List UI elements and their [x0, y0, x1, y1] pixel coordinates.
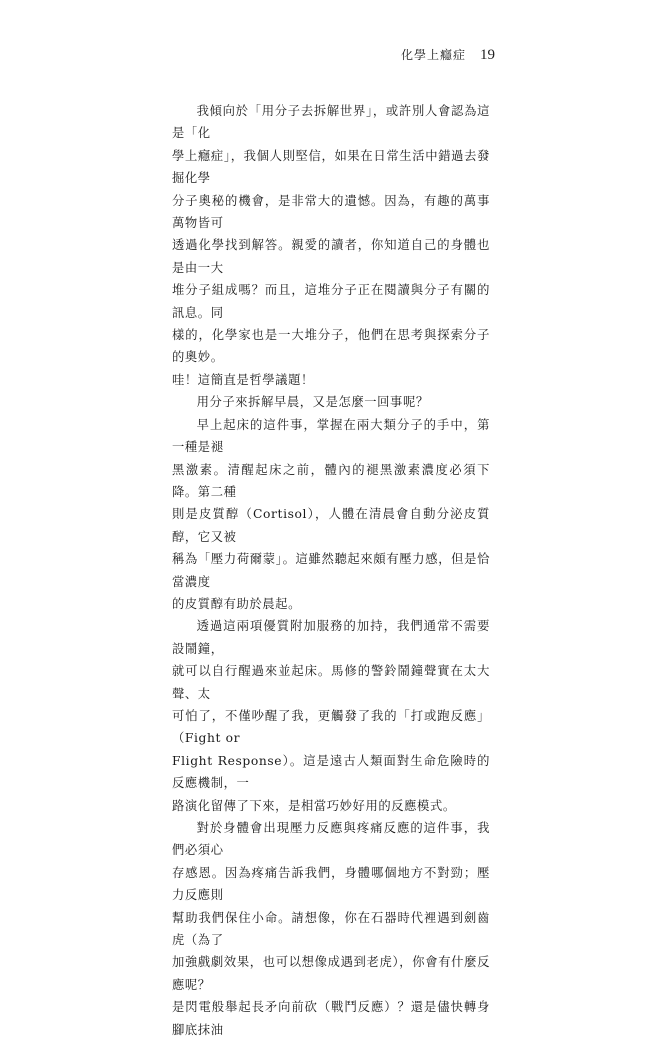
- body-text: [172, 100, 490, 1041]
- running-header: [401, 46, 495, 64]
- running-title: 化學上癮症: [400, 48, 466, 62]
- paragraph: 早上起床的這件事，掌握在兩大類分子的手中，第一種是褪 黑激素。清醒起床之前，體內的褪黑激素濃度必須下降。第二種 則是皮質醇（Cortisol），人體在清晨會自動分泌皮質醇，它又被 稱為「壓力荷爾蒙」。這雖然聽起來頗有壓力感，但是恰當濃度 的皮質醇有助於晨起。: [172, 417, 490, 611]
- paragraph: 透過這兩項優質附加服務的加持，我們通常不需要設鬧鐘， 就可以自行醒過來並起床。馬修的警鈴鬧鐘聲實在太大聲、太 可怕了，不僅吵醒了我，更觸發了我的「打或跑反應」（Fight or Flight Response）。這是遠古人類面對生命危險時的反應機制，一 路演化留傳了下來，是相當巧妙好用的反應模式。: [172, 619, 490, 813]
- paragraph: 我傾向於「用分子去拆解世界」，或許別人會認為這是「化 學上癮症」，我個人則堅信，如果在日常生活中錯過去發掘化學 分子奧秘的機會，是非常大的遺憾。因為，有趣的萬事萬物皆可 透過化學找到解答。親愛的讀者，你知道自己的身體也是由一大 堆分子組成嗎？而且，這堆分子正在閱讀與分子有關的訊息。同 樣的，化學家也是一大堆分子，他們在思考與探索分子的奧妙。 哇！這簡直是哲學議題！: [172, 104, 490, 387]
- page-number: 19: [480, 47, 495, 63]
- paragraph: 用分子來拆解早晨，又是怎麼一回事呢？: [196, 395, 429, 410]
- paragraph: 對於身體會出現壓力反應與疼痛反應的這件事，我們必須心 存感恩。因為疼痛告訴我們，身體哪個地方不對勁；壓力反應則 幫助我們保住小命。請想像，你在石器時代裡遇到劍齒虎（為了 加強戲劇效果，也可以想像成遇到老虎），你會有什麼反應呢？ 是閃電般舉起長矛向前砍（戰鬥反應）？還是儘快轉身腳底抹油: [172, 821, 490, 1037]
